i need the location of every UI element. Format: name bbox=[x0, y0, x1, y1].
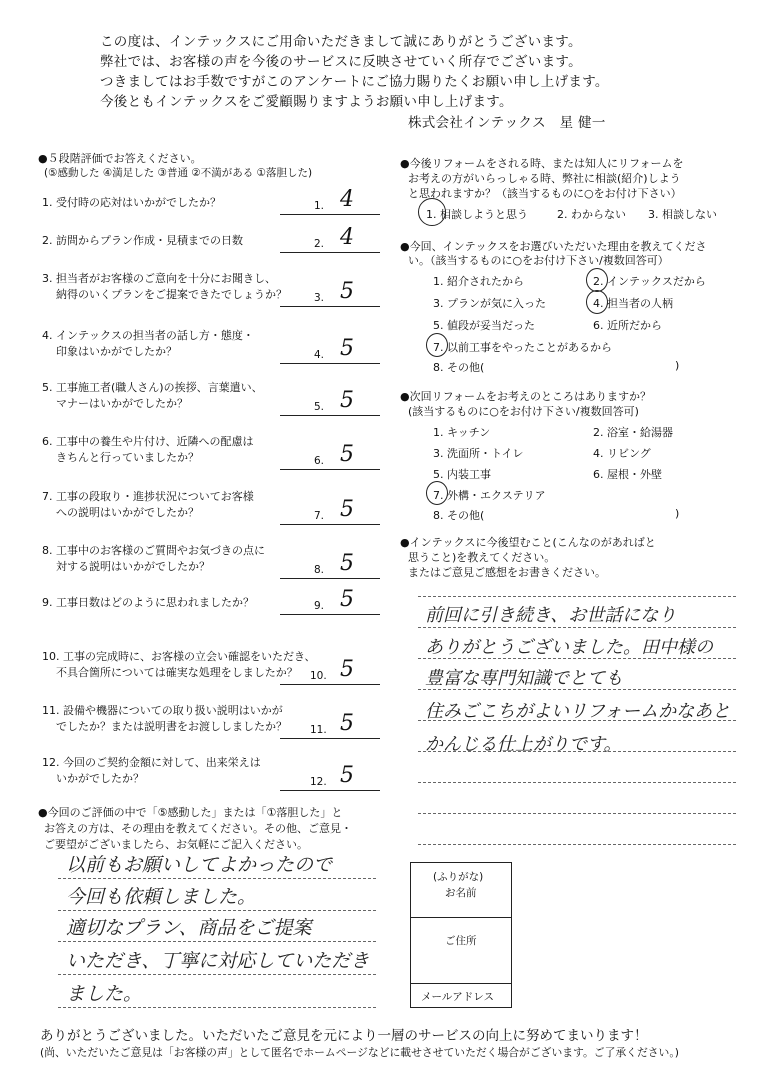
q4-prompt-1: ●インテックスに今後望むこと(こんなのがあればと bbox=[400, 536, 656, 549]
question-3-line-1: 3. 担当者がお客様のご意向を十分にお聞きし、 bbox=[42, 272, 276, 285]
answer-underline bbox=[280, 415, 380, 416]
q2-prompt-2: い。（該当するものに○をお付け下さい/複数回答可） bbox=[408, 254, 669, 267]
q1-selected-circle bbox=[418, 198, 446, 226]
q3-option-1: 1. キッチン bbox=[433, 426, 491, 439]
contact-box bbox=[410, 862, 512, 1008]
q2-prompt-1: ●今回、インテックスをお選びいただいた理由を教えてくださ bbox=[400, 240, 707, 253]
footer-thanks: ありがとうございました。いただいたご意見を元により一層のサービスの向上に努めてまいります！ bbox=[40, 1028, 648, 1044]
reason-handwriting-line: いただき、丁寧に対応していただき bbox=[66, 950, 370, 972]
q2-selected-circle-7 bbox=[426, 333, 448, 357]
answer-underline bbox=[280, 790, 380, 791]
answer-number: 7. bbox=[314, 510, 325, 522]
q4-handwriting-line: かんじる仕上がりです。 bbox=[425, 734, 622, 755]
q2-option-8-close: ) bbox=[675, 359, 680, 372]
answer-value: 5 bbox=[340, 388, 354, 413]
answer-underline bbox=[280, 363, 380, 364]
reason-handwriting-line: 以前もお願いしてよかったので bbox=[66, 854, 333, 876]
answer-value: 4 bbox=[340, 225, 354, 250]
address-label: ご住所 bbox=[445, 935, 477, 947]
reason-prompt-3: ご要望がございましたら、お気軽にご記入ください。 bbox=[44, 838, 308, 851]
reason-handwriting-line: 適切なプラン、商品をご提案 bbox=[66, 917, 312, 939]
answer-value: 5 bbox=[340, 763, 354, 788]
q4-prompt-3: またはご意見ご感想をお書きください。 bbox=[408, 566, 606, 579]
q3-option-8-close: ) bbox=[675, 507, 680, 520]
q4-handwriting-line: 住みごこちがよいリフォームかなあと bbox=[425, 701, 731, 722]
reason-prompt-1: ●今回のご評価の中で「⑤感動した」または「①落胆した」と bbox=[38, 806, 343, 819]
question-10-line-1: 10. 工事の完成時に、お客様の立会い確認をいただき、 bbox=[42, 650, 316, 663]
q4-dashed-line bbox=[418, 844, 736, 845]
q3-option-6: 6. 屋根・外壁 bbox=[593, 468, 662, 481]
footer-note: (尚、いただいたご意見は「お客様の声」として匿名でホームページなどに載せさせていただく場合がございます。ご了承ください。) bbox=[40, 1046, 679, 1059]
answer-underline bbox=[280, 469, 380, 470]
q4-dashed-line bbox=[418, 627, 736, 628]
answer-number: 10. bbox=[310, 670, 327, 682]
reason-prompt-2: お答えの方は、その理由を教えてください。その他、ご意見・ bbox=[44, 822, 352, 835]
q4-handwriting-line: 前回に引き続き、お世話になり bbox=[425, 605, 677, 626]
reason-dashed-line bbox=[58, 941, 376, 942]
name-label: お名前 bbox=[445, 887, 477, 899]
q2-option-7: 7. 以前工事をやったことがあるから bbox=[433, 341, 612, 354]
answer-value: 5 bbox=[340, 279, 354, 304]
question-6-line-1: 6. 工事中の養生や片付け、近隣への配慮は bbox=[42, 435, 254, 448]
q3-option-2: 2. 浴室・給湯器 bbox=[593, 426, 673, 439]
question-5-line-2: マナーはいかがでしたか？ bbox=[56, 397, 188, 410]
reason-handwriting-line: 今回も依頼しました。 bbox=[66, 886, 257, 908]
question-4-line-2: 印象はいかがでしたか？ bbox=[56, 345, 177, 358]
q2-option-8: 8. その他( bbox=[433, 361, 485, 374]
q4-dashed-line bbox=[418, 782, 736, 783]
answer-number: 12. bbox=[310, 776, 327, 788]
email-label: メールアドレス bbox=[421, 991, 494, 1003]
answer-value: 5 bbox=[340, 587, 354, 612]
q2-option-2: 2. インテックスだから bbox=[593, 275, 706, 288]
answer-number: 11. bbox=[310, 724, 327, 736]
reason-dashed-line bbox=[58, 1007, 376, 1008]
reason-handwriting-line: ました。 bbox=[66, 983, 143, 1005]
q2-option-6: 6. 近所だから bbox=[593, 319, 662, 332]
answer-value: 5 bbox=[340, 551, 354, 576]
question-12-line-2: いかがでしたか？ bbox=[56, 772, 144, 785]
q4-prompt-2: 思うこと)を教えてください。 bbox=[408, 551, 556, 564]
intro-line-4: 今後ともインテックスをご愛顧賜りますようお願い申し上げます。 bbox=[100, 94, 513, 110]
question-7-line-1: 7. 工事の段取り・進捗状況についてお客様 bbox=[42, 490, 254, 503]
q4-handwriting-line: ありがとうございました。田中様の bbox=[425, 637, 713, 658]
answer-number: 5. bbox=[314, 401, 325, 413]
q2-option-5: 5. 値段が妥当だった bbox=[433, 319, 535, 332]
q1-option-3: 3. 相談しない bbox=[648, 208, 717, 221]
question-10-line-2: 不具合箇所については確実な処理をしましたか？ bbox=[56, 666, 298, 679]
q1-option-2: 2. わからない bbox=[557, 208, 626, 221]
question-9-line-1: 9. 工事日数はどのように思われましたか？ bbox=[42, 596, 254, 609]
answer-number: 3. bbox=[314, 292, 325, 304]
q3-prompt-1: ●次回リフォームをお考えのところはありますか？ bbox=[400, 390, 652, 403]
question-7-line-2: への説明はいかがでしたか？ bbox=[56, 506, 199, 519]
answer-underline bbox=[280, 524, 380, 525]
q3-option-5: 5. 内装工事 bbox=[433, 468, 491, 481]
question-8-line-2: 対する説明はいかがでしたか？ bbox=[56, 560, 210, 573]
question-8-line-1: 8. 工事中のお客様のご質問やお気づきの点に bbox=[42, 544, 265, 557]
q2-option-4: 4. 担当者の人柄 bbox=[593, 297, 673, 310]
answer-number: 4. bbox=[314, 349, 325, 361]
answer-underline bbox=[280, 252, 380, 253]
reason-dashed-line bbox=[58, 878, 376, 879]
answer-underline bbox=[280, 214, 380, 215]
name-cell bbox=[411, 863, 511, 918]
question-5-line-1: 5. 工事施工者(職人さん)の挨拶、言葉遣い、 bbox=[42, 381, 263, 394]
q2-option-1: 1. 紹介されたから bbox=[433, 275, 524, 288]
answer-value: 5 bbox=[340, 497, 354, 522]
answer-value: 5 bbox=[340, 657, 354, 682]
answer-underline bbox=[280, 684, 380, 685]
q1-prompt-1: ●今後リフォームをされる時、または知人にリフォームを bbox=[400, 157, 684, 170]
q3-option-3: 3. 洗面所・トイレ bbox=[433, 447, 524, 460]
q2-option-3: 3. プランが気に入った bbox=[433, 297, 546, 310]
q3-selected-circle-7 bbox=[426, 481, 448, 505]
q4-dashed-line bbox=[418, 596, 736, 597]
q1-prompt-3: と思われますか？（該当するものに○をお付け下さい） bbox=[408, 187, 682, 200]
q3-prompt-2: (該当するものに○をお付け下さい/複数回答可) bbox=[408, 405, 639, 418]
q3-option-7: 7. 外構・エクステリア bbox=[433, 489, 546, 502]
answer-value: 5 bbox=[340, 442, 354, 467]
answer-underline bbox=[280, 578, 380, 579]
answer-number: 9. bbox=[314, 600, 325, 612]
q2-selected-circle-4 bbox=[586, 290, 608, 314]
answer-number: 6. bbox=[314, 455, 325, 467]
answer-value: 5 bbox=[340, 711, 354, 736]
q3-option-8: 8. その他( bbox=[433, 509, 485, 522]
answer-value: 4 bbox=[340, 187, 354, 212]
answer-number: 8. bbox=[314, 564, 325, 576]
furigana-label: (ふりがな) bbox=[433, 871, 484, 883]
signature: 株式会社インテックス 星 健一 bbox=[408, 115, 606, 131]
q1-prompt-2: お考えの方がいらっしゃる時、弊社に相談(紹介)しよう bbox=[408, 172, 681, 185]
intro-line-2: 弊社では、お客様の声を今後のサービスに反映させていく所存でございます。 bbox=[100, 54, 582, 70]
answer-underline bbox=[280, 306, 380, 307]
answer-number: 2. bbox=[314, 238, 325, 250]
question-12-line-1: 12. 今回のご契約金額に対して、出来栄えは bbox=[42, 756, 261, 769]
intro-line-1: この度は、インテックスにご用命いただきまして誠にありがとうございます。 bbox=[100, 34, 582, 50]
q2-selected-circle-2 bbox=[586, 268, 608, 292]
answer-underline bbox=[280, 614, 380, 615]
q4-handwriting-line: 豊富な専門知識でとても bbox=[425, 668, 623, 689]
q3-option-4: 4. リビング bbox=[593, 447, 651, 460]
q1-option-1: 1. 相談しようと思う bbox=[426, 208, 528, 221]
question-11-line-2: でしたか？または説明書をお渡ししましたか？ bbox=[56, 720, 287, 733]
question-1-line-1: 1. 受付時の応対はいかがでしたか？ bbox=[42, 196, 221, 209]
answer-value: 5 bbox=[340, 336, 354, 361]
question-6-line-2: きちんと行っていましたか？ bbox=[56, 451, 199, 464]
question-11-line-1: 11. 設備や機器についての取り扱い説明はいかが bbox=[42, 704, 283, 717]
rating-scale: (⑤感動した ④満足した ③普通 ②不満がある ①落胆した) bbox=[44, 167, 313, 179]
answer-underline bbox=[280, 738, 380, 739]
question-2-line-1: 2. 訪問からプラン作成・見積までの日数 bbox=[42, 234, 243, 247]
rating-instruction: ●５段階評価でお答えください。 bbox=[38, 152, 202, 165]
q4-dashed-line bbox=[418, 813, 736, 814]
answer-number: 1. bbox=[314, 200, 325, 212]
intro-line-3: つきましてはお手数ですがこのアンケートにご協力賜りたくお願い申し上げます。 bbox=[100, 74, 609, 90]
question-4-line-1: 4. インテックスの担当者の話し方・態度・ bbox=[42, 329, 254, 342]
question-3-line-2: 納得のいくプランをご提案できたでしょうか？ bbox=[56, 288, 287, 301]
address-cell bbox=[411, 917, 511, 984]
reason-dashed-line bbox=[58, 974, 376, 975]
reason-dashed-line bbox=[58, 910, 376, 911]
